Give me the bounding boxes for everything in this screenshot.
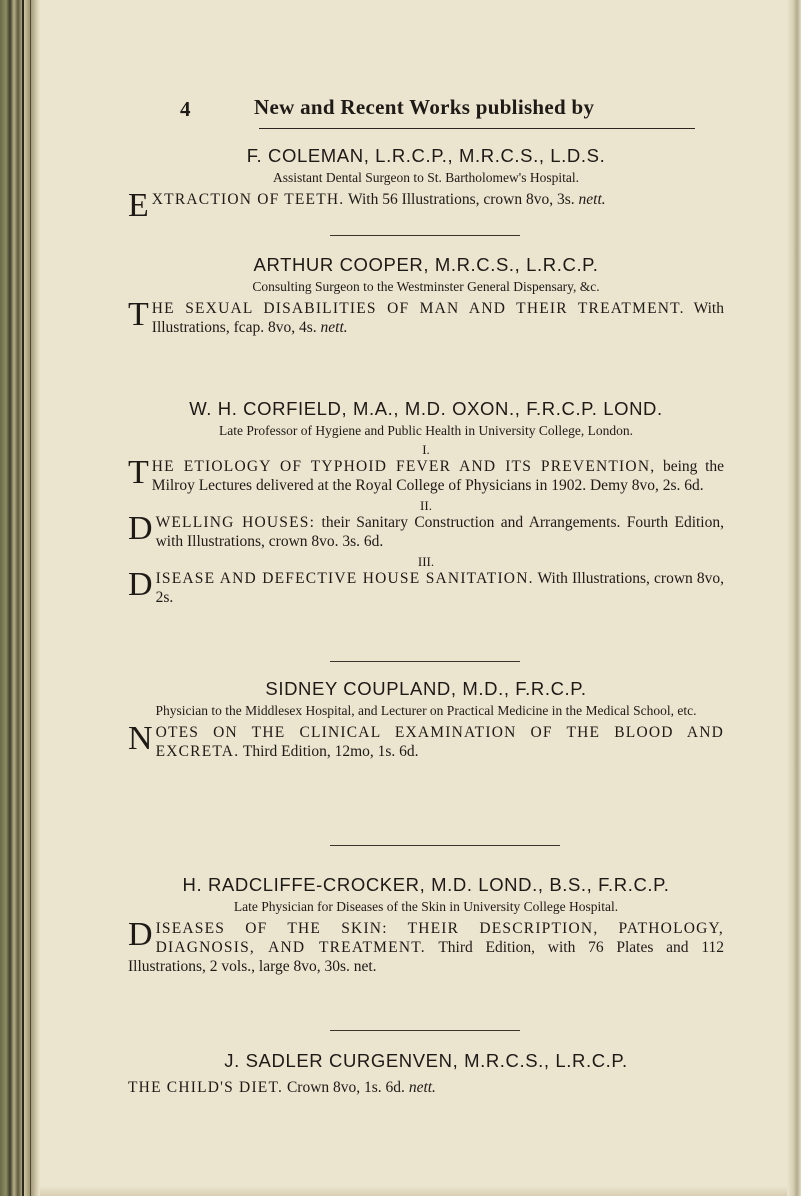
author-entry: [128, 1050, 724, 1097]
author-affiliation: Late Professor of Hygiene and Public Health in University College, London.: [219, 423, 633, 438]
drop-initial: T: [128, 296, 149, 333]
author-affiliation: Late Physician for Diseases of the Skin in University College Hospital.: [233, 899, 619, 914]
book-listing: [128, 720, 724, 761]
author-name: W. H. CORFIELD, M.A., M.D. OXON., F.R.C.P. LOND.: [189, 398, 663, 419]
binding-line: [30, 0, 31, 1196]
binding-line: [22, 0, 24, 1196]
page-number: 4: [180, 97, 191, 121]
drop-initial: E: [128, 187, 149, 224]
book-details: With Illustrations, fcap. 8vo, 4s.: [151, 300, 724, 336]
section-divider: [330, 661, 520, 662]
book-title: HE CHILD'S DIET.: [138, 1079, 284, 1096]
book-listing: [128, 454, 725, 495]
author-entry: [128, 678, 724, 761]
work-number: I.: [422, 442, 430, 457]
book-details: being the Milroy Lectures delivered at the Royal College of Physicians in 1902. Demy 8vo, 2s. 6d.: [151, 458, 725, 494]
page-bottom-shade: [40, 1186, 787, 1196]
price-note: nett.: [320, 319, 348, 336]
book-details: With 56 Illustrations, crown 8vo, 3s.: [347, 191, 575, 208]
drop-initial: T: [128, 1079, 139, 1096]
section-divider: [330, 845, 560, 846]
drop-initial: T: [128, 454, 149, 491]
work-number: III.: [417, 554, 435, 569]
book-title: XTRACTION OF TEETH.: [151, 191, 345, 208]
book-details: Crown 8vo, 1s. 6d.: [286, 1079, 405, 1096]
author-entry: [128, 398, 724, 607]
book-listing: [128, 1078, 724, 1097]
author-affiliation: Consulting Surgeon to the Westminster General Dispensary, &c.: [252, 279, 600, 294]
book-title: OTES ON THE CLINICAL EXAMINATION OF THE BLOOD AND EXCRETA.: [155, 724, 724, 760]
author-entry: [128, 874, 724, 976]
header-rule: [259, 128, 695, 129]
book-details: their Sanitary Construction and Arrangements. Fourth Edition, with Illustrations, crown 8vo. 3s. 6d.: [155, 514, 724, 550]
book-details: With Illustrations, crown 8vo, 2s.: [155, 570, 724, 606]
book-title: WELLING HOUSES:: [155, 514, 316, 531]
author-name: F. COLEMAN, L.R.C.P., M.R.C.S., L.D.S.: [246, 145, 606, 166]
running-head: New and Recent Works published by: [254, 95, 595, 119]
price-note: nett.: [578, 191, 606, 208]
section-divider: [330, 235, 520, 236]
section-divider: [330, 1030, 520, 1031]
book-listing: [128, 187, 724, 224]
author-affiliation: Assistant Dental Surgeon to St. Bartholomew's Hospital.: [273, 170, 579, 185]
page-header: [180, 95, 690, 135]
book-details: Third Edition, 12mo, 1s. 6d.: [242, 743, 419, 760]
book-title: HE SEXUAL DISABILITIES OF MAN AND THEIR TREATMENT.: [151, 300, 685, 317]
book-title: HE ETIOLOGY OF TYPHOID FEVER AND ITS PREVENTION,: [151, 458, 656, 475]
book-listing: [128, 916, 724, 976]
drop-initial: D: [128, 916, 153, 953]
drop-initial: N: [128, 720, 153, 757]
page-binding: [0, 0, 40, 1196]
author-name: H. RADCLIFFE-CROCKER, M.D. LOND., B.S., F.R.C.P.: [182, 874, 670, 895]
drop-initial: D: [128, 510, 153, 547]
book-details: Third Edition, with 76 Plates and 112 Illustrations, 2 vols., large 8vo, 30s. net.: [128, 939, 724, 975]
book-listing: [128, 510, 724, 551]
page-edge: [787, 0, 801, 1196]
author-name: J. SADLER CURGENVEN, M.R.C.S., L.R.C.P.: [224, 1050, 628, 1071]
drop-initial: D: [128, 566, 153, 603]
price-note: nett.: [408, 1079, 436, 1096]
book-title: ISEASES OF THE SKIN: THEIR DESCRIPTION, PATHOLOGY, DIAGNOSIS, AND TREATMENT.: [155, 920, 724, 956]
author-entry: [128, 145, 724, 224]
book-title: ISEASE AND DEFECTIVE HOUSE SANITATION.: [155, 570, 534, 587]
author-affiliation: Physician to the Middlesex Hospital, and Lecturer on Practical Medicine in the Medical School, etc.: [155, 703, 697, 718]
author-name: ARTHUR COOPER, M.R.C.S., L.R.C.P.: [253, 254, 599, 275]
book-listing: [128, 566, 724, 607]
book-listing: [128, 296, 724, 337]
author-name: SIDNEY COUPLAND, M.D., F.R.C.P.: [265, 678, 587, 699]
work-number: II.: [420, 498, 432, 513]
author-entry: [128, 254, 724, 337]
